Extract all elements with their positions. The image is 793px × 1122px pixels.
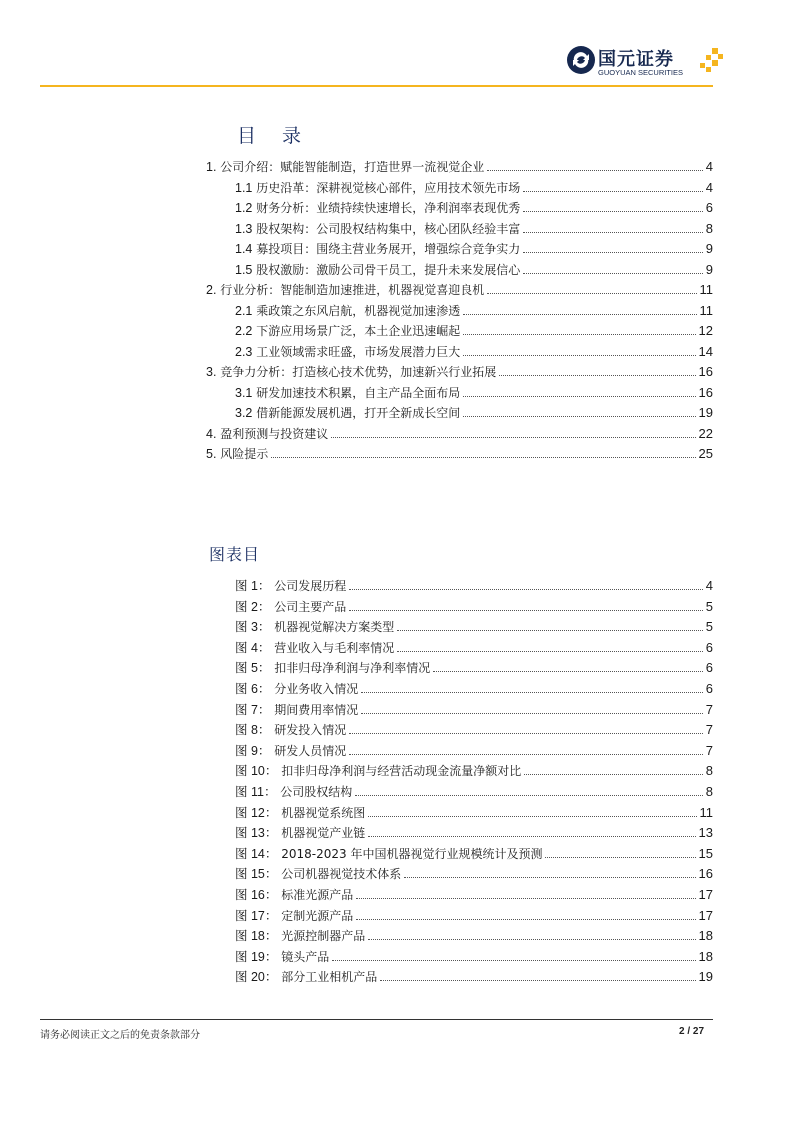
dot-leader	[361, 713, 702, 714]
toc-entry[interactable]	[206, 422, 713, 442]
figure-entry-number: 图 17：	[235, 908, 278, 923]
figure-entry-label	[235, 722, 346, 738]
figure-entry-page: 15	[698, 845, 713, 861]
figure-list-title: 图表目	[209, 545, 261, 564]
toc-entry-label	[235, 323, 460, 339]
figure-entry-page: 18	[698, 948, 713, 964]
dot-leader	[524, 774, 703, 775]
toc-entry-text: 股权架构：公司股权结构集中，核心团队经验丰富	[256, 221, 521, 236]
figure-entry-number: 图 6：	[235, 682, 271, 696]
figure-entry-label	[235, 908, 353, 924]
figure-entry[interactable]	[235, 904, 713, 924]
toc-entry-text: 乘政策之东风启航，机器视觉加速渗透	[256, 303, 461, 318]
figure-entry-page: 4	[705, 578, 713, 593]
toc-entry-page: 16	[698, 364, 713, 379]
toc-entry-text: 借新能源发展机遇，打开全新成长空间	[256, 406, 461, 420]
figure-entry-text: 光源控制器产品	[281, 929, 366, 944]
figure-entry[interactable]	[235, 615, 713, 635]
dot-leader	[380, 980, 695, 981]
figure-entry-label	[235, 825, 365, 841]
figure-entry-text: 研发人员情况	[274, 743, 347, 758]
brand-dots-icon	[688, 48, 724, 76]
figure-entry-page: 6	[705, 639, 713, 655]
toc-entry-text: 历史沿革：深耕视觉核心部件，应用技术领先市场	[256, 180, 521, 195]
figure-entry-text: 分业务收入情况	[274, 682, 359, 696]
dot-leader	[523, 273, 703, 274]
figure-entry-page: 11	[699, 804, 713, 820]
figure-entry-label	[235, 640, 394, 656]
figure-entry-text: 扣非归母净利润与净利率情况	[274, 661, 431, 676]
figure-entry[interactable]	[235, 739, 713, 759]
dot-leader	[368, 816, 696, 817]
toc-entry-page: 25	[698, 446, 713, 461]
toc-entry-number: 4.	[206, 426, 217, 441]
figure-entry-page: 6	[705, 681, 713, 696]
toc-entry-label	[235, 180, 520, 196]
figure-entry[interactable]	[235, 656, 713, 676]
toc-entry-number: 5.	[206, 447, 217, 461]
toc-entry-label	[206, 446, 268, 462]
toc-entry[interactable]	[235, 299, 713, 319]
figure-entry-text: 定制光源产品	[281, 908, 354, 923]
footer-page-number: 2 / 27	[679, 1026, 705, 1037]
figure-entry-text: 期间费用率情况	[274, 702, 359, 717]
figure-entry-label	[235, 619, 394, 635]
dot-leader	[433, 671, 702, 672]
toc-entry-number: 3.1	[235, 385, 253, 400]
toc-entry-number: 1.1	[235, 180, 253, 195]
figure-entry-number: 图 14：	[235, 846, 278, 861]
figure-entry-text: 部分工业相机产品	[281, 970, 378, 985]
dot-leader	[332, 960, 695, 961]
footer-rule	[40, 1019, 713, 1020]
figure-entry[interactable]	[235, 883, 713, 903]
figure-entry[interactable]	[235, 677, 713, 697]
toc-entry-label	[235, 200, 520, 216]
figure-entry-number: 图 9：	[235, 743, 271, 758]
toc-entry[interactable]	[235, 196, 713, 216]
figure-entry-number: 图 8：	[235, 723, 271, 738]
toc-entry-page: 19	[698, 405, 713, 420]
toc-entry-number: 1.	[206, 160, 217, 174]
toc-entry-label	[235, 262, 520, 278]
toc-entry-label	[235, 344, 460, 360]
toc-entry[interactable]	[235, 217, 713, 237]
dot-leader	[463, 314, 696, 315]
figure-entry-page: 8	[705, 784, 713, 799]
figure-entry-number: 图 10：	[235, 764, 278, 779]
toc-title: 目 录	[237, 125, 312, 147]
toc-entry-text: 股权激励：激励公司骨干员工，提升未来发展信心	[256, 262, 521, 277]
header-rule	[40, 85, 713, 87]
toc-entry-text: 公司介绍：赋能智能制造，打造世界一流视觉企业	[220, 160, 485, 174]
toc-entry[interactable]	[206, 442, 713, 462]
toc-entry-page: 11	[699, 282, 713, 297]
guoyuan-logo-icon	[566, 45, 596, 75]
brand-logo	[566, 44, 726, 80]
figure-entry[interactable]	[235, 965, 713, 985]
toc-entry-page: 9	[705, 261, 713, 277]
figure-entry[interactable]	[235, 945, 713, 965]
toc-entry-text: 竞争力分析：打造核心技术优势，加速新兴行业拓展	[220, 365, 497, 379]
brand-name-cn: 国元证券	[598, 49, 674, 70]
figure-entry-number: 图 7：	[235, 702, 271, 717]
dot-leader	[463, 416, 695, 417]
toc-entry-number: 2.1	[235, 303, 253, 318]
toc-entry-text: 盈利预测与投资建议	[220, 426, 329, 441]
figure-entry-text: 公司主要产品	[274, 599, 347, 614]
figure-entry-page: 13	[698, 825, 713, 841]
figure-entry-page: 7	[705, 701, 713, 717]
figure-entry-page: 7	[705, 742, 713, 758]
figure-entry-page: 17	[698, 907, 713, 923]
toc-entry-page: 22	[698, 425, 713, 441]
toc-entry-text: 工业领域需求旺盛，市场发展潜力巨大	[256, 344, 461, 359]
figure-entry-number: 图 12：	[235, 805, 278, 820]
figure-entry-label	[235, 784, 352, 800]
toc-entry-number: 1.5	[235, 262, 253, 277]
toc-entry[interactable]	[235, 176, 713, 196]
toc-entry-label	[235, 221, 520, 237]
figure-entry[interactable]	[235, 801, 713, 821]
toc-entry-text: 行业分析：智能制造加速推进，机器视觉喜迎良机	[220, 283, 485, 297]
figure-entry-page: 19	[698, 969, 713, 985]
figure-entry[interactable]	[235, 924, 713, 944]
figure-entry[interactable]	[235, 780, 713, 800]
dot-leader	[361, 692, 702, 693]
dot-leader	[349, 754, 702, 755]
toc-entry[interactable]	[235, 401, 713, 421]
toc-entry-page: 11	[699, 302, 713, 318]
dot-leader	[331, 437, 695, 438]
toc-entry-text: 募投项目：围绕主营业务展开，增强综合竞争实力	[256, 242, 521, 256]
figure-entry-text: 营业收入与毛利率情况	[274, 640, 395, 655]
dot-leader	[545, 857, 695, 858]
figure-entry-label	[235, 660, 430, 676]
figure-entry-number: 图 2：	[235, 599, 271, 614]
figure-entry-page: 8	[705, 763, 713, 779]
figure-entry-label	[235, 763, 521, 779]
toc-entry-text: 研发加速技术积累，自主产品全面布局	[256, 385, 461, 400]
toc-entry[interactable]	[206, 155, 713, 175]
figure-entry-label	[235, 846, 542, 862]
dot-leader	[523, 252, 703, 253]
toc-entry-text: 财务分析：业绩持续快速增长，净利润率表现优秀	[256, 201, 521, 215]
figure-entry[interactable]	[235, 821, 713, 841]
toc-entry-number: 1.4	[235, 242, 253, 256]
dot-leader	[463, 355, 695, 356]
figure-entry-label	[235, 928, 365, 944]
figure-entry-label	[235, 805, 365, 821]
toc-entry[interactable]	[235, 258, 713, 278]
figure-entry-page: 16	[698, 866, 713, 882]
toc-entry-number: 2.3	[235, 344, 253, 359]
figure-entry[interactable]	[235, 842, 713, 862]
toc-entry-page: 14	[698, 343, 713, 359]
toc-entry-label	[206, 364, 496, 380]
toc-entry-number: 1.2	[235, 201, 253, 215]
figure-entry-number: 图 15：	[235, 867, 278, 882]
toc-entry-page: 16	[698, 384, 713, 400]
toc-entry-label	[235, 385, 460, 401]
toc-entry-page: 4	[705, 179, 713, 195]
dot-leader	[487, 293, 696, 294]
figure-entry-page: 7	[705, 722, 713, 738]
figure-entry-text: 研发投入情况	[274, 723, 347, 738]
figure-entry-page: 6	[705, 660, 713, 676]
toc-entry-text: 风险提示	[220, 447, 269, 461]
dot-leader	[349, 733, 702, 734]
figure-entry-label	[235, 599, 346, 615]
toc-entry-page: 6	[705, 200, 713, 215]
toc-entry[interactable]	[235, 381, 713, 401]
figure-entry-page: 5	[705, 619, 713, 635]
dot-leader	[523, 211, 703, 212]
figure-entry[interactable]	[235, 759, 713, 779]
figure-entry-page: 18	[698, 928, 713, 944]
figure-entry-number: 图 18：	[235, 929, 278, 944]
dot-leader	[397, 630, 702, 631]
toc-entry-number: 3.2	[235, 406, 253, 420]
figure-entry-text: 机器视觉解决方案类型	[274, 620, 395, 635]
figure-entry[interactable]	[235, 636, 713, 656]
toc-entry-page: 4	[705, 159, 713, 174]
dot-leader	[397, 651, 702, 652]
dot-leader	[487, 170, 702, 171]
toc-entry-page: 9	[705, 241, 713, 256]
figure-entry[interactable]	[235, 862, 713, 882]
toc-entry[interactable]	[206, 360, 713, 380]
toc-entry-number: 3.	[206, 365, 217, 379]
toc-entry-number: 2.2	[235, 324, 253, 338]
figure-entry-number: 图 4：	[235, 640, 271, 655]
toc-entry-label	[235, 405, 460, 421]
figure-entry-label	[235, 681, 358, 697]
figure-entry-number: 图 3：	[235, 620, 271, 635]
figure-entry-label	[235, 949, 329, 965]
figure-entry-text: 2018-2023 年中国机器视觉行业规模统计及预测	[281, 846, 543, 861]
figure-entry-text: 标准光源产品	[281, 888, 354, 902]
toc-entry-label	[206, 282, 484, 298]
toc-entry-label	[206, 159, 484, 175]
toc-entry[interactable]	[235, 340, 713, 360]
figure-entry-number: 图 20：	[235, 970, 278, 985]
figure-entry-text: 公司股权结构	[280, 785, 353, 799]
dot-leader	[523, 232, 703, 233]
figure-entry-label	[235, 702, 358, 718]
toc-entry-page: 8	[705, 220, 713, 236]
figure-entry-number: 图 16：	[235, 888, 278, 902]
figure-entry-number: 图 1：	[235, 579, 271, 593]
dot-leader	[271, 457, 695, 458]
toc-entry-text: 下游应用场景广泛，本土企业迅速崛起	[256, 324, 461, 338]
toc-entry-page: 12	[698, 323, 713, 338]
toc-entry-label	[235, 241, 520, 257]
dot-leader	[463, 334, 695, 335]
toc-entry[interactable]	[206, 278, 713, 298]
dot-leader	[368, 836, 695, 837]
dot-leader	[349, 610, 702, 611]
figure-entry-label	[235, 743, 346, 759]
dot-leader	[404, 877, 695, 878]
dot-leader	[356, 919, 695, 920]
figure-entry-label	[235, 866, 401, 882]
figure-entry-number: 图 13：	[235, 826, 278, 841]
toc-entry-label	[206, 426, 328, 442]
figure-entry-text: 镜头产品	[281, 949, 330, 964]
dot-leader	[499, 375, 695, 376]
toc-entry-label	[235, 303, 460, 319]
toc-entry-number: 2.	[206, 283, 217, 297]
dot-leader	[368, 939, 695, 940]
dot-leader	[355, 795, 702, 796]
toc-entry[interactable]	[235, 319, 713, 339]
figure-entry-number: 图 19：	[235, 949, 278, 964]
figure-entry-label	[235, 887, 353, 903]
figure-entry[interactable]	[235, 698, 713, 718]
figure-entry-label	[235, 578, 346, 594]
figure-entry-number: 图 5：	[235, 661, 271, 676]
dot-leader	[463, 396, 695, 397]
dot-leader	[356, 898, 695, 899]
figure-entry[interactable]	[235, 595, 713, 615]
footer-disclaimer: 请务必阅读正文之后的免责条款部分	[40, 1030, 200, 1041]
toc-entry-number: 1.3	[235, 221, 253, 236]
figure-entry-text: 机器视觉产业链	[281, 826, 366, 841]
toc-entry[interactable]	[235, 237, 713, 257]
figure-entry-page: 17	[698, 887, 713, 902]
figure-entry-text: 机器视觉系统图	[281, 805, 366, 820]
figure-entry[interactable]	[235, 718, 713, 738]
figure-entry-text: 公司机器视觉技术体系	[281, 867, 402, 882]
dot-leader	[523, 191, 703, 192]
figure-entry-page: 5	[705, 598, 713, 614]
figure-entry-text: 扣非归母净利润与经营活动现金流量净额对比	[281, 764, 522, 779]
figure-entry-number: 图 11：	[235, 785, 277, 799]
brand-name-en: GUOYUAN SECURITIES	[598, 68, 684, 77]
dot-leader	[349, 589, 702, 590]
figure-entry-label	[235, 969, 377, 985]
figure-entry[interactable]	[235, 574, 713, 594]
figure-entry-text: 公司发展历程	[274, 579, 347, 593]
